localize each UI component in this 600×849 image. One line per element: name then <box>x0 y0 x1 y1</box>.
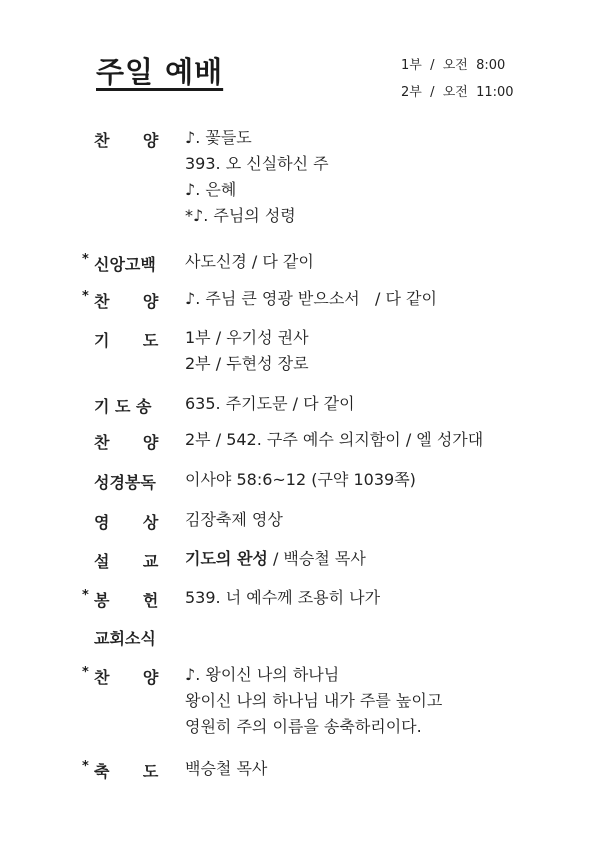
content-line: 2부 / 두현성 장로 <box>185 354 309 373</box>
content-line: ♪. 은혜 <box>185 180 237 199</box>
item-label: 교회소식 <box>94 629 156 648</box>
item-content <box>185 125 329 229</box>
standing-marker: * <box>82 252 89 267</box>
content-line: 김장축제 영상 <box>185 510 283 529</box>
item-label: 찬 양 <box>94 668 159 687</box>
standing-marker: * <box>82 665 89 680</box>
content-line: ♪. 왕이신 나의 하나님 <box>185 665 340 684</box>
item-label: 찬 양 <box>94 433 159 452</box>
page-title: 주일 예배 <box>96 55 224 89</box>
item-content <box>185 467 416 493</box>
content-line: 백승철 목사 <box>185 759 268 778</box>
item-label: 신앙고백 <box>94 255 156 274</box>
item-label: 영 상 <box>94 513 159 532</box>
item-label: 기 도 <box>94 331 159 350</box>
item-label: 축 도 <box>94 762 159 781</box>
content-line: 이사야 58:6~12 (구약 1039쪽) <box>185 470 416 489</box>
content-line: ♪. 주님 큰 영광 받으소서 / 다 같이 <box>185 289 437 308</box>
content-line: 1부 / 우기성 권사 <box>185 328 309 347</box>
service-times <box>401 52 514 106</box>
standing-marker: * <box>82 588 89 603</box>
item-label: 기 도 송 <box>94 397 152 416</box>
item-label: 성경봉독 <box>94 473 156 492</box>
standing-marker: * <box>82 759 89 774</box>
item-content <box>185 507 283 533</box>
content-line: 539. 너 예수께 조용히 나가 <box>185 588 381 607</box>
item-content <box>185 585 380 611</box>
service-time-2: 2부 / 오전 11:00 <box>401 85 514 100</box>
item-content <box>185 427 483 453</box>
sermon-preacher: / 백승철 목사 <box>267 549 366 568</box>
sermon-title: 기도의 완성 <box>185 549 268 568</box>
item-content <box>185 249 314 275</box>
service-time-1: 1부 / 오전 8:00 <box>401 58 506 73</box>
item-content <box>185 546 366 572</box>
item-content <box>185 325 309 377</box>
content-line <box>185 546 366 572</box>
item-content <box>185 662 442 740</box>
content-line: 왕이신 나의 하나님 내가 주를 높이고 <box>185 691 443 710</box>
content-line: 사도신경 / 다 같이 <box>185 252 314 271</box>
content-line: 635. 주기도문 / 다 같이 <box>185 394 355 413</box>
item-label: 찬 양 <box>94 292 159 311</box>
content-line: ♪. 꽃들도 <box>185 128 252 147</box>
item-content <box>185 391 355 417</box>
item-label: 찬 양 <box>94 131 159 150</box>
item-label: 설 교 <box>94 552 159 571</box>
item-content <box>185 756 267 782</box>
item-label: 봉 헌 <box>94 591 159 610</box>
content-line: 2부 / 542. 구주 예수 의지함이 / 엘 성가대 <box>185 430 484 449</box>
standing-marker: * <box>82 289 89 304</box>
content-line: *♪. 주님의 성령 <box>185 206 296 225</box>
item-content <box>185 286 437 312</box>
content-line: 393. 오 신실하신 주 <box>185 154 329 173</box>
content-line: 영원히 주의 이름을 송축하리이다. <box>185 717 422 736</box>
